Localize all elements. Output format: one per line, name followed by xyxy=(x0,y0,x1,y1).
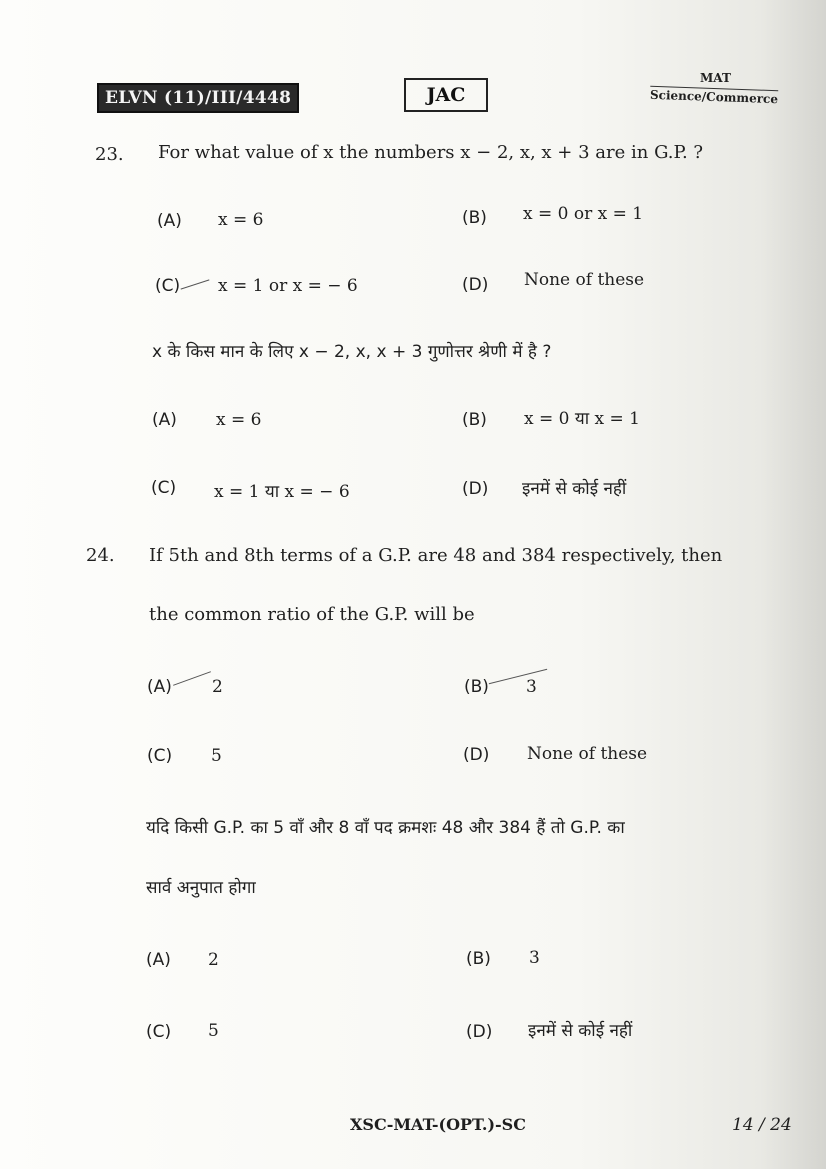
option-text: x = 0 or x = 1 xyxy=(523,204,644,224)
option-text: इनमें से कोई नहीं xyxy=(528,1021,633,1041)
option-label: (D) xyxy=(466,1022,493,1042)
option-label: (A) xyxy=(146,950,171,970)
option-label: (C) xyxy=(155,276,181,296)
option-text: 3 xyxy=(526,677,537,697)
question-number: 23. xyxy=(95,144,124,165)
option-label: (D) xyxy=(462,479,489,499)
option-text: x = 1 or x = − 6 xyxy=(218,276,358,296)
option-text: x = 1 या x = − 6 xyxy=(214,482,350,502)
subject-label: MAT xyxy=(700,71,731,85)
question-text-hindi: यदि किसी G.P. का 5 वाँ और 8 वाँ पद क्रमशः 48 और 384 हैं तो G.P. का xyxy=(146,818,625,838)
board-name: JAC xyxy=(404,78,488,112)
option-text: x = 6 xyxy=(218,210,264,230)
option-label: (D) xyxy=(462,275,489,295)
paper-code: ELVN (11)/III/4448 xyxy=(97,83,299,113)
footer-code: XSC-MAT-(OPT.)-SC xyxy=(350,1115,526,1134)
option-label: (B) xyxy=(462,208,487,228)
option-text: x = 6 xyxy=(216,410,262,430)
option-text: None of these xyxy=(527,744,648,764)
option-label: (C) xyxy=(147,746,173,766)
option-text: 5 xyxy=(211,746,222,766)
option-label: (B) xyxy=(464,677,489,697)
option-text: 3 xyxy=(529,948,540,968)
option-label: (B) xyxy=(462,410,487,430)
option-label: (A) xyxy=(147,677,172,697)
option-label: (A) xyxy=(152,410,177,430)
question-text-hindi: x के किस मान के लिए x − 2, x, x + 3 गुणोत्तर श्रेणी में है ? xyxy=(152,342,552,362)
option-text: x = 0 या x = 1 xyxy=(524,409,640,429)
option-text: 2 xyxy=(212,677,223,697)
option-text: 5 xyxy=(208,1021,219,1041)
page-number: 14 / 24 xyxy=(732,1115,792,1135)
option-text: None of these xyxy=(524,270,645,290)
question-text-english: For what value of x the numbers x − 2, x, x + 3 are in G.P. ? xyxy=(158,142,704,163)
option-label: (A) xyxy=(157,211,182,231)
option-label: (C) xyxy=(146,1022,172,1042)
option-text: इनमें से कोई नहीं xyxy=(522,479,627,499)
question-number: 24. xyxy=(86,545,115,566)
option-label: (C) xyxy=(151,478,177,498)
question-text-hindi: सार्व अनुपात होगा xyxy=(146,878,256,898)
question-text-english: the common ratio of the G.P. will be xyxy=(149,604,475,625)
option-text: 2 xyxy=(208,950,219,970)
stream-label: Science/Commerce xyxy=(649,87,779,107)
option-label: (D) xyxy=(463,745,490,765)
option-label: (B) xyxy=(466,949,491,969)
question-text-english: If 5th and 8th terms of a G.P. are 48 and 384 respectively, then xyxy=(149,545,723,566)
